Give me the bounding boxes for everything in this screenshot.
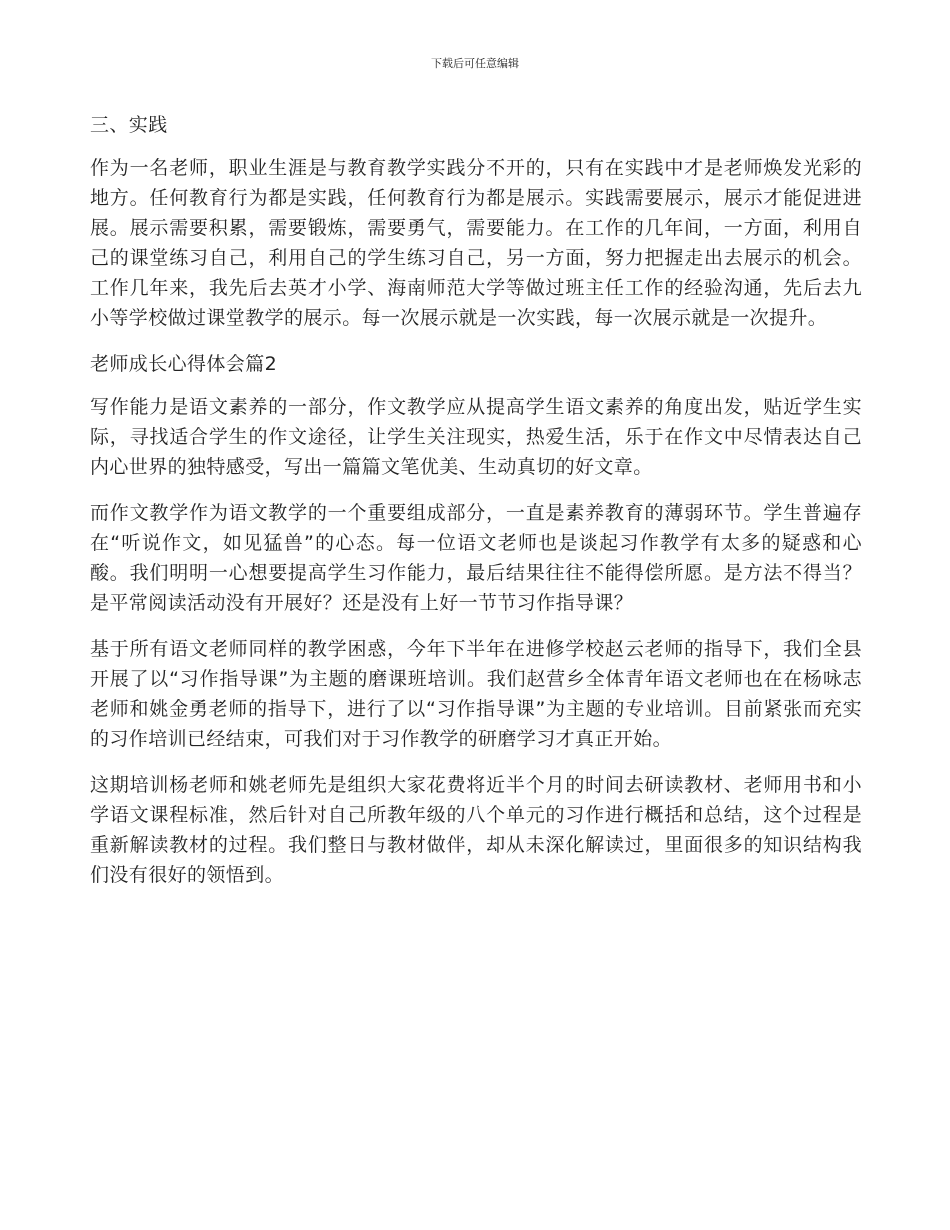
page-header: 下载后可任意编辑 bbox=[431, 57, 519, 70]
paragraph-training: 基于所有语文老师同样的教学困惑，今年下半年在进修学校赵云老师的指导下，我们全县开展了以“习作指导课”为主题的磨课班培训。我们赵营乡全体青年语文老师也在在杨咏志老师和姚金勇老师的指导下，进行了以“习作指导课”为主题的专业培训。目前紧张而充实的习作培训已经结束，可我们对于习作教学的研磨学习才真正开始。 bbox=[90, 638, 862, 750]
paragraph-writing-ability: 写作能力是语文素养的一部分，作文教学应从提高学生语文素养的角度出发，贴近学生实际，寻找适合学生的作文途径，让学生关注现实，热爱生活，乐于在作文中尽情表达自己内心世界的独特感受，写出一篇篇文笔优美、生动真切的好文章。 bbox=[90, 396, 862, 478]
article-title: 老师成长心得体会篇2 bbox=[90, 353, 278, 375]
paragraph-writing-teaching: 而作文教学作为语文教学的一个重要组成部分，一直是素养教育的薄弱环节。学生普遍存在“听说作文，如见猛兽”的心态。每一位语文老师也是谈起习作教学有太多的疑惑和心酸。我们明明一心想要提高学生习作能力，最后结果往往不能得偿所愿。是方法不得当？是平常阅读活动没有开展好？还是没有上好一节节习作指导课？ bbox=[90, 502, 862, 614]
paragraph-textbook-study: 这期培训杨老师和姚老师先是组织大家花费将近半个月的时间去研读教材、老师用书和小学语文课程标准，然后针对自己所教年级的八个单元的习作进行概括和总结，这个过程是重新解读教材的过程。我们整日与教材做伴，却从未深化解读过，里面很多的知识结构我们没有很好的领悟到。 bbox=[90, 774, 862, 886]
document-body bbox=[90, 110, 862, 906]
section-heading-practice: 三、实践 bbox=[90, 114, 168, 136]
paragraph-practice: 作为一名老师，职业生涯是与教育教学实践分不开的，只有在实践中才是老师焕发光彩的地方。任何教育行为都是实践，任何教育行为都是展示。实践需要展示，展示才能促进进展。展示需要积累，需要锻炼，需要勇气，需要能力。在工作的几年间，一方面，利用自己的课堂练习自己，利用自己的学生练习自己，另一方面，努力把握走出去展示的机会。工作几年来，我先后去英才小学、海南师范大学等做过班主任工作的经验沟通，先后去九小等学校做过课堂教学的展示。每一次展示就是一次实践，每一次展示就是一次提升。 bbox=[90, 157, 862, 329]
